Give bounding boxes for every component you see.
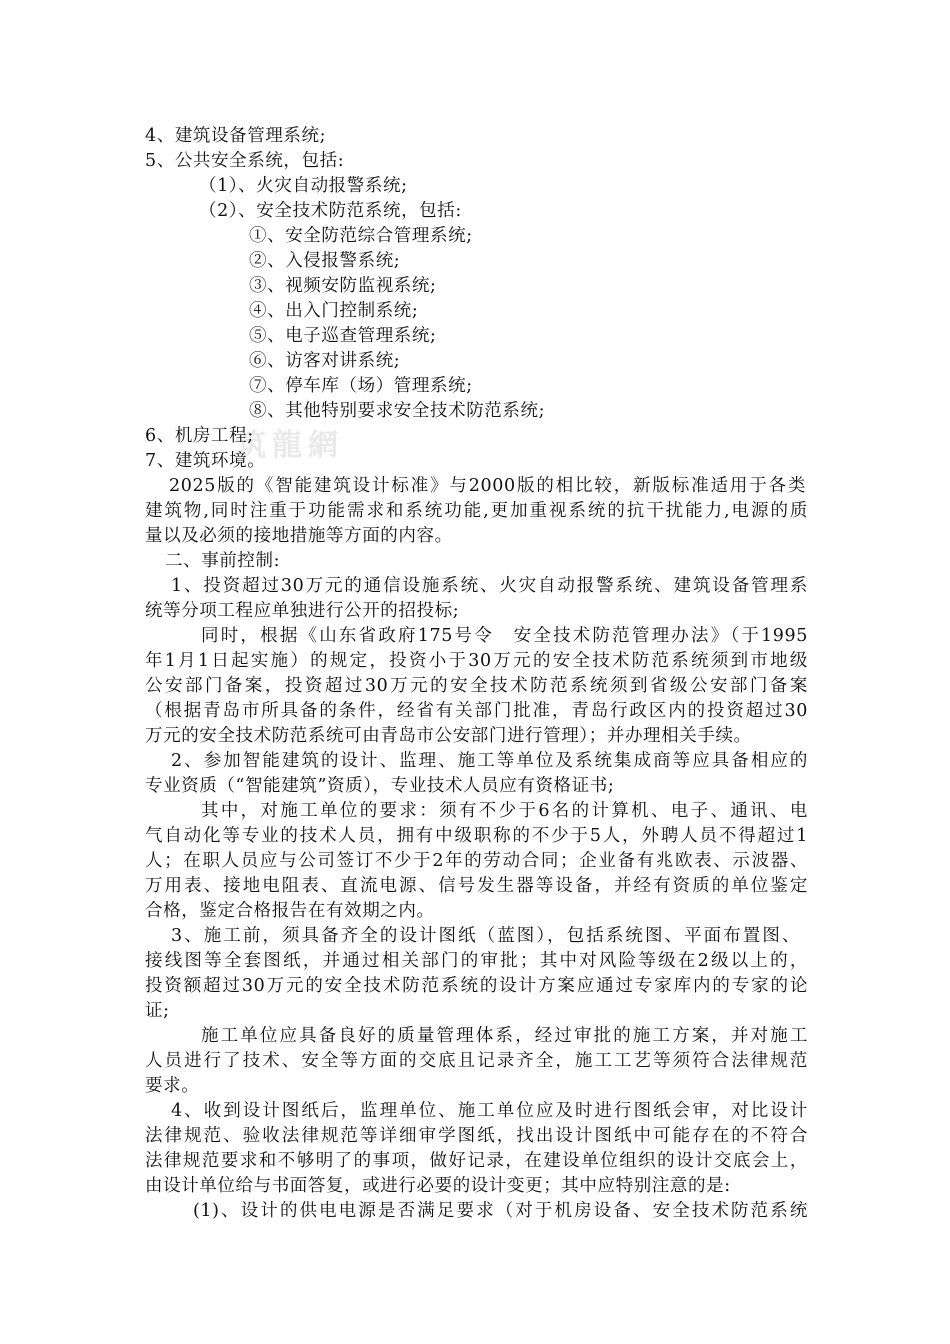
text-line: ②、入侵报警系统; [249,251,401,271]
text-line: 2、参加智能建筑的设计、监理、施工等单位及系统集成商等应具备相应的 [171,751,808,771]
watermark: 筑龍網 [236,428,344,463]
text-line: （根据青岛市所具备的条件，经省有关部门批准，青岛行政区内的投资超过30 [145,701,808,721]
text-line: ③、视频安防监视系统; [249,276,437,296]
text-line: 证; [145,1001,170,1021]
text-line: 7、建筑环境。 [145,451,266,471]
text-line: 统等分项工程应单独进行公开的招投标; [145,601,460,621]
text-line: 1、投资超过30万元的通信设施系统、火灾自动报警系统、建筑设备管理系 [171,576,808,596]
text-line: 其中，对施工单位的要求：须有不少于6名的计算机、电子、通讯、电 [201,801,808,821]
text-line: （1）、火灾自动报警系统; [199,176,408,196]
text-line: ④、出入门控制系统; [249,301,419,321]
text-line: (1)、设计的供电电源是否满足要求（对于机房设备、安全技术防范系统 [193,1201,808,1221]
text-line: 法律规范、验收法律规范等详细审学图纸，找出设计图纸中可能存在的不符合 [145,1126,808,1146]
text-line: ⑧、其他特别要求安全技术防范系统; [249,401,546,421]
text-line: ⑤、电子巡查管理系统; [249,326,437,346]
text-line: 万元的安全技术防范系统可由青岛市公安部门进行管理）；并办理相关手续。 [145,726,752,746]
text-line: 建筑物,同时注重于功能需求和系统功能,更加重视系统的抗干扰能力,电源的质 [145,501,808,521]
text-line: 接线图等全套图纸，并通过相关部门的审批；其中对风险等级在2级以上的， [145,951,808,971]
text-line: 2025版的《智能建筑设计标准》与2000版的相比较，新版标准适用于各类 [169,476,806,496]
text-line: 要求。 [145,1076,200,1096]
text-line: ⑥、访客对讲系统; [249,351,401,371]
text-line: 由设计单位给与书面答复，或进行必要的设计变更；其中应特别注意的是: [145,1176,731,1196]
text-line: 法律规范要求和不够明了的事项，做好记录，在建设单位组织的设计交底会上， [145,1151,808,1171]
section-heading: 二、事前控制: [165,551,281,571]
text-line: 4、建筑设备管理系统; [145,126,327,146]
text-line: ⑦、停车库（场）管理系统; [249,376,473,396]
text-line: 投资额超过30万元的安全技术防范系统的设计方案应通过专家库内的专家的论 [145,976,808,996]
text-line: 人员进行了技术、安全等方面的交底且记录齐全，施工工艺等须符合法律规范 [145,1051,808,1071]
text-line: 施工单位应具备良好的质量管理体系，经过审批的施工方案，并对施工 [201,1026,808,1046]
text-line: 4、收到设计图纸后，监理单位、施工单位应及时进行图纸会审，对比设计 [171,1101,808,1121]
text-line: 公安部门备案，投资超过30万元的安全技术防范系统须到省级公安部门备案 [145,676,808,696]
text-line: 人；在职人员应与公司签订不少于2年的劳动合同；企业备有兆欧表、示波器、 [145,851,808,871]
text-line: 万用表、接地电阻表、直流电源、信号发生器等设备，并经有资质的单位鉴定 [145,876,808,896]
text-line: 6、机房工程; [145,426,254,446]
text-line: （2）、安全技术防范系统，包括: [199,201,462,221]
text-line: 气自动化等专业的技术人员，拥有中级职称的不少于5人，外聘人员不得超过1 [145,826,808,846]
text-line: 量以及必须的接地措施等方面的内容。 [145,526,453,546]
text-line: 年1月1日起实施）的规定，投资小于30万元的安全技术防范系统须到市地级 [145,651,808,671]
text-line: 5、公共安全系统，包括: [145,151,345,171]
text-line: 专业资质（“智能建筑”资质），专业技术人员应有资格证书; [145,776,615,796]
text-line: 3、施工前，须具备齐全的设计图纸（蓝图），包括系统图、平面布置图、 [171,926,800,946]
text-line: 合格，鉴定合格报告在有效期之内。 [145,901,435,921]
text-line: ①、安全防范综合管理系统; [249,226,473,246]
text-line: 同时，根据《山东省政府175号令 安全技术防范管理办法》（于1995 [201,626,808,646]
